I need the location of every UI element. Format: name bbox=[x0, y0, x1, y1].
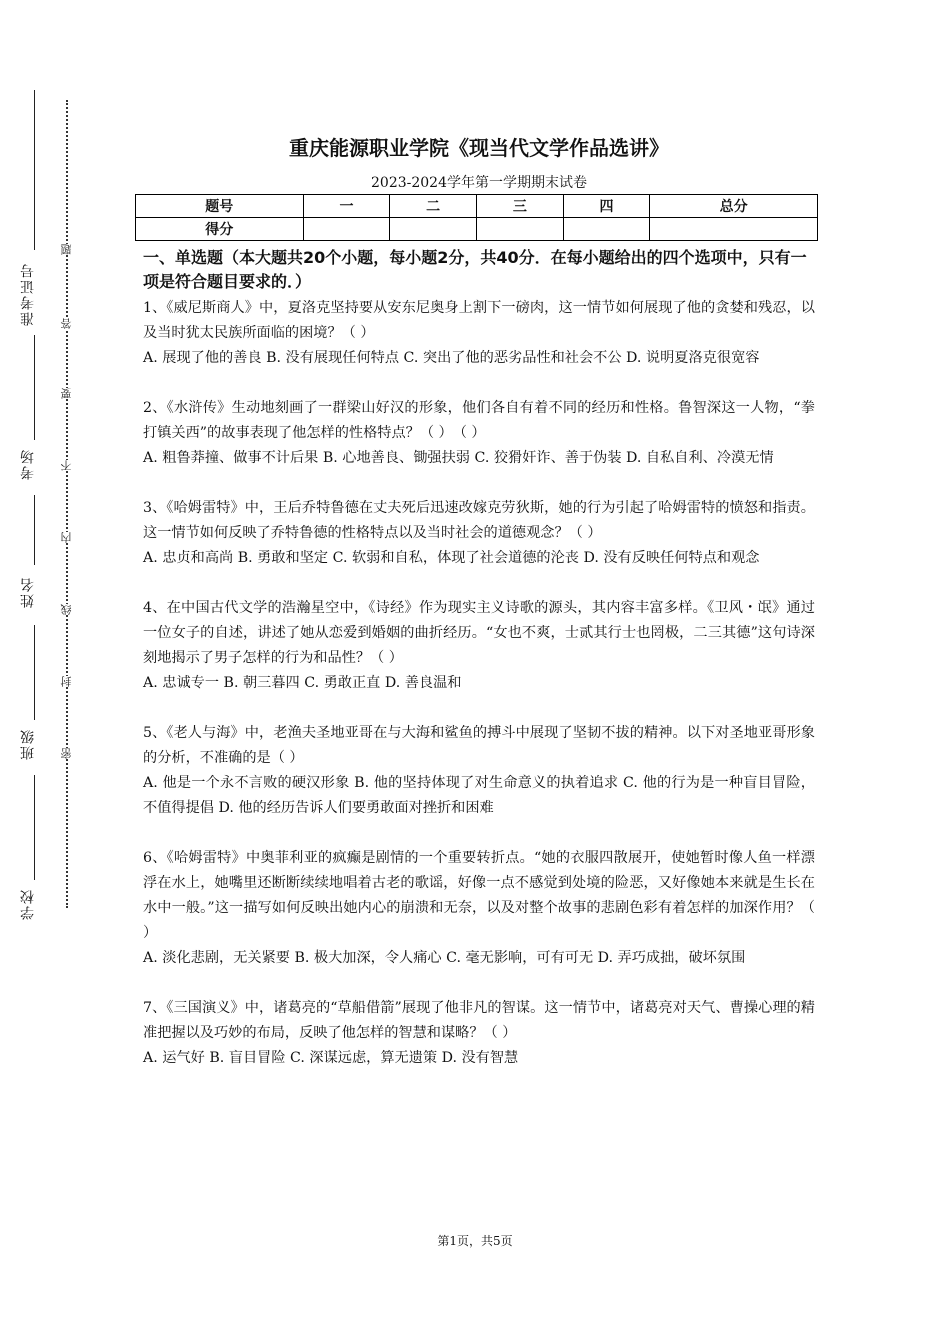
name-fill-line[interactable] bbox=[34, 495, 35, 565]
exam-id-fill-line[interactable] bbox=[34, 90, 35, 250]
question-stem: 2、《水浒传》生动地刻画了一群梁山好汉的形象，他们各自有着不同的经历和性格。鲁智深这一人物，“拳打镇关西”的故事表现了他怎样的性格特点？（ ） （ ） bbox=[143, 400, 815, 441]
class-label: 班级 bbox=[20, 728, 36, 760]
school-label: 学校 bbox=[20, 888, 36, 920]
score-table-header-cell: 四 bbox=[563, 195, 650, 218]
name-label: 姓名 bbox=[20, 576, 36, 608]
score-table-header-cell: 总分 bbox=[650, 195, 818, 218]
binding-margin bbox=[0, 0, 60, 1344]
question-options: A. 忠诚专一 B. 朝三暮四 C. 勇敢正直 D. 善良温和 bbox=[143, 675, 462, 691]
class-fill-line[interactable] bbox=[34, 625, 35, 720]
question-options: A. 粗鲁莽撞、做事不计后果 B. 心地善良、锄强扶弱 C. 狡猾奸诈、善于伪装 D. 自私自利、冷漠无情 bbox=[143, 450, 774, 466]
question-stem: 4、在中国古代文学的浩瀚星空中，《诗经》作为现实主义诗歌的源头，其内容丰富多样。《卫风・氓》通过一位女子的自述，讲述了她从恋爱到婚姻的曲折经历。“女也不爽，士贰其行士也罔极，二三其德”这句诗深刻地揭示了男子怎样的行为和品性？（ ） bbox=[143, 600, 815, 666]
question-item bbox=[143, 721, 815, 821]
question-options: A. 他是一个永不言败的硬汉形象 B. 他的坚持体现了对生命意义的执着追求 C. 他的行为是一种盲目冒险，不值得提倡 D. 他的经历告诉人们要勇敢面对挫折和困难 bbox=[143, 775, 815, 816]
seal-char: 不 bbox=[60, 460, 73, 471]
seal-char: 答 bbox=[60, 318, 73, 329]
score-cell[interactable] bbox=[303, 218, 390, 241]
question-options: A. 运气好 B. 盲目冒险 C. 深谋远虑，算无遗策 D. 没有智慧 bbox=[143, 1050, 519, 1066]
score-cell[interactable] bbox=[476, 218, 563, 241]
seal-char: 题 bbox=[60, 244, 73, 255]
seal-char: 要 bbox=[60, 388, 73, 399]
question-item bbox=[143, 396, 815, 471]
score-cell[interactable] bbox=[563, 218, 650, 241]
score-table-header-cell: 一 bbox=[303, 195, 390, 218]
question-item bbox=[143, 996, 815, 1071]
question-item bbox=[143, 596, 815, 696]
seal-dotted-line bbox=[66, 100, 68, 908]
score-cell[interactable] bbox=[390, 218, 477, 241]
question-stem: 7、《三国演义》中，诸葛亮的“草船借箭”展现了他非凡的智谋。这一情节中，诸葛亮对天气、曹操心理的精准把握以及巧妙的布局，反映了他怎样的智慧和谋略？（ ） bbox=[143, 1000, 815, 1041]
question-options: A. 展现了他的善良 B. 没有展现任何特点 C. 突出了他的恶劣品性和社会不公 D. 说明夏洛克很宽容 bbox=[143, 350, 760, 366]
question-item bbox=[143, 496, 815, 571]
exam-id-label: 准考证号 bbox=[20, 262, 36, 326]
score-row-label: 得分 bbox=[136, 218, 304, 241]
page-subtitle: 2023-2024学年第一学期期末试卷 bbox=[371, 175, 587, 191]
page-number: 第1页，共5页 bbox=[437, 1234, 513, 1248]
score-table bbox=[135, 194, 818, 241]
score-table-header-cell: 二 bbox=[390, 195, 477, 218]
question-stem: 5、《老人与海》中，老渔夫圣地亚哥在与大海和鲨鱼的搏斗中展现了坚韧不拔的精神。以下对圣地亚哥形象的分析，不准确的是（ ） bbox=[143, 725, 815, 766]
exam-room-label: 考场 bbox=[20, 448, 36, 480]
question-stem: 6、《哈姆雷特》中奥菲利亚的疯癫是剧情的一个重要转折点。“她的衣服四散展开，使她暂时像人鱼一样漂浮在水上，她嘴里还断断续续地唱着古老的歌谣，好像一点不感觉到处境的险恶，又好像她本来就是生长在水中一般。”这一描写如何反映出她内心的崩溃和无奈，以及对整个故事的悲剧色彩有着怎样的加深作用？（ ） bbox=[143, 850, 815, 941]
question-options: A. 忠贞和高尚 B. 勇敢和坚定 C. 软弱和自私，体现了社会道德的沦丧 D. 没有反映任何特点和观念 bbox=[143, 550, 760, 566]
seal-char: 封 bbox=[60, 676, 73, 687]
score-cell[interactable] bbox=[650, 218, 818, 241]
question-item bbox=[143, 846, 815, 971]
score-table-header-cell: 三 bbox=[476, 195, 563, 218]
score-table-score-row bbox=[136, 218, 818, 241]
section-heading: 一、单选题（本大题共20个小题，每小题2分，共40分．在每小题给出的四个选项中，只有一项是符合题目要求的．） bbox=[143, 248, 807, 291]
score-table-header-row bbox=[136, 195, 818, 218]
question-stem: 3、《哈姆雷特》中，王后乔特鲁德在丈夫死后迅速改嫁克劳狄斯，她的行为引起了哈姆雷特的愤怒和指责。这一情节如何反映了乔特鲁德的性格特点以及当时社会的道德观念？（ ） bbox=[143, 500, 815, 541]
question-item bbox=[143, 296, 815, 371]
seal-char: 内 bbox=[60, 532, 73, 543]
score-table-header-cell: 题号 bbox=[136, 195, 304, 218]
exam-room-fill-line[interactable] bbox=[34, 335, 35, 440]
seal-char: 线 bbox=[60, 604, 73, 615]
question-list bbox=[143, 296, 815, 1096]
question-stem: 1、《威尼斯商人》中，夏洛克坚持要从安东尼奥身上割下一磅肉，这一情节如何展现了他的贪婪和残忍，以及当时犹太民族所面临的困境？（ ） bbox=[143, 300, 815, 341]
seal-char: 密 bbox=[60, 748, 73, 759]
school-fill-line[interactable] bbox=[34, 775, 35, 880]
question-options: A. 淡化悲剧，无关紧要 B. 极大加深，令人痛心 C. 毫无影响，可有可无 D. 弄巧成拙，破坏氛围 bbox=[143, 950, 746, 966]
page-title: 重庆能源职业学院《现当代文学作品选讲》 bbox=[289, 136, 669, 160]
